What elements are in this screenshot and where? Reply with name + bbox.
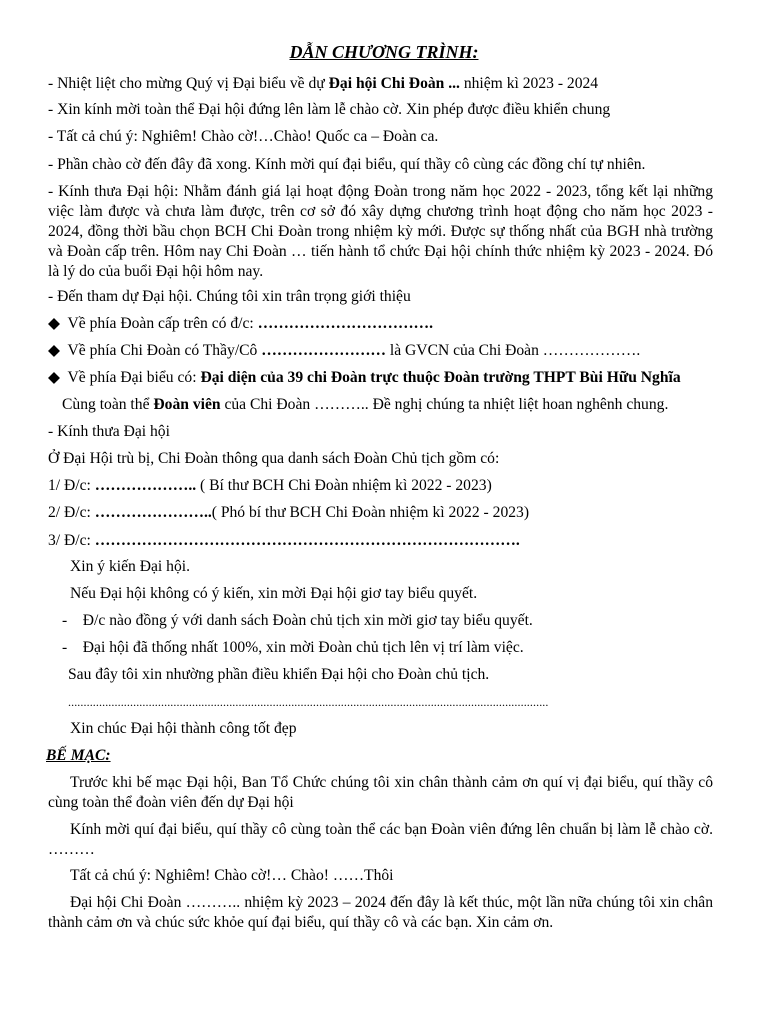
diamond-bullet-icon: ◆ <box>48 342 60 359</box>
vote-line: Nếu Đại hội không có ý kiến, xin mời Đại hội giơ tay biểu quyết. <box>70 585 478 602</box>
welcome-line: Cùng toàn thể Đoàn viên của Chi Đoàn ……….. Đề nghị chúng ta nhiệt liệt hoan nghênh chung. <box>62 396 669 413</box>
reason-paragraph: - Kính thưa Đại hội: Nhằm đánh giá lại hoạt động Đoàn trong năm học 2022 - 2023, tổng kết lại những việc làm được và chưa làm được, trên cơ sở đó xây dựng chương trình hoạt động cho năm học 2023 - 2024, đồng thời bầu chọn BCH Chi Đoàn trong nhiệm kỳ mới. Được sự thống nhất của BGH nhà trường và Đoàn cấp trên. Hôm nay Chi Đoàn … tiến hành tổ chức Đại hội chính thức nhiệm kỳ 2023 - 2024. Đó là lý do của buổi Đại hội hôm nay. <box>48 183 713 280</box>
diamond-bullet-icon: ◆ <box>48 315 60 332</box>
dash-item: - Đ/c nào đồng ý với danh sách Đoàn chủ tịch xin mời giơ tay biểu quyết. <box>62 612 533 629</box>
intro-line-2: - Xin kính mời toàn thể Đại hội đứng lên làm lễ chào cờ. Xin phép được điều khiển chung <box>48 101 611 118</box>
closing-paragraph: Trước khi bế mạc Đại hội, Ban Tổ Chức chúng tôi xin chân thành cảm ơn quí vị đại biểu, quí thầy cô cùng toàn thể đoàn viên đến dự Đại hội <box>48 774 713 811</box>
bullet-item: ◆ Về phía Đại biểu có: Đại diện của 39 chi Đoàn trực thuộc Đoàn trường THPT Bùi Hữu Nghĩa <box>48 369 681 386</box>
handover-line: Sau đây tôi xin nhường phần điều khiển Đại hội cho Đoàn chủ tịch. <box>68 666 490 683</box>
opinion-line: Xin ý kiến Đại hội. <box>70 558 190 575</box>
closing-paragraph: Tất cả chú ý: Nghiêm! Chào cờ!… Chào! ……Thôi <box>70 867 394 884</box>
intro-line-3: - Tất cả chú ý: Nghiêm! Chào cờ!…Chào! Quốc ca – Đoàn ca. <box>48 128 439 145</box>
diamond-bullet-icon: ◆ <box>48 369 60 386</box>
page-title: DẪN CHƯƠNG TRÌNH: <box>289 42 479 62</box>
intro-line-1: - Nhiệt liệt cho mừng Quý vị Đại biểu về dự Đại hội Chi Đoàn ... nhiệm kì 2023 - 2024 <box>48 75 599 92</box>
presidium-member: 1/ Đ/c: ……………….. ( Bí thư BCH Chi Đoàn nhiệm kì 2022 - 2023) <box>48 477 492 494</box>
presidium-intro: Ở Đại Hội trù bị, Chi Đoàn thông qua danh sách Đoàn Chủ tịch gồm có: <box>48 450 500 467</box>
presidium-member: 2/ Đ/c: …………………..( Phó bí thư BCH Chi Đoàn nhiệm kì 2022 - 2023) <box>48 504 530 521</box>
presidium-member: 3/ Đ/c: ………………………………………………………………………. <box>48 532 520 549</box>
closing-paragraph: Kính mời quí đại biểu, quí thầy cô cùng toàn thể các bạn Đoàn viên đứng lên chuẩn bị làm lễ chào cờ. ……… <box>48 821 713 858</box>
introduction-line: - Đến tham dự Đại hội. Chúng tôi xin trân trọng giới thiệu <box>48 288 411 305</box>
dash-item: - Đại hội đã thống nhất 100%, xin mời Đoàn chủ tịch lên vị trí làm việc. <box>62 639 524 656</box>
bullet-item: ◆ Về phía Đoàn cấp trên có đ/c: ……………………………. <box>48 315 434 332</box>
dotted-separator: ........................................................................................................................................................... <box>68 695 549 709</box>
bullet-item: ◆ Về phía Chi Đoàn có Thầy/Cô …………………… là GVCN của Chi Đoàn ………………. <box>48 342 641 359</box>
closing-title: BẾ MẠC: <box>46 747 111 764</box>
kinh-thua-line: - Kính thưa Đại hội <box>48 423 170 440</box>
intro-line-4: - Phần chào cờ đến đây đã xong. Kính mời quí đại biểu, quí thầy cô cùng các đồng chí tự nhiên. <box>48 156 646 173</box>
closing-paragraph: Đại hội Chi Đoàn ……….. nhiệm kỳ 2023 – 2024 đến đây là kết thúc, một lần nữa chúng tôi xin chân thành cảm ơn và chúc sức khỏe quí đại biểu, quí thầy cô và các bạn. Xin cảm ơn. <box>48 894 713 931</box>
wish-line: Xin chúc Đại hội thành công tốt đẹp <box>70 720 297 737</box>
